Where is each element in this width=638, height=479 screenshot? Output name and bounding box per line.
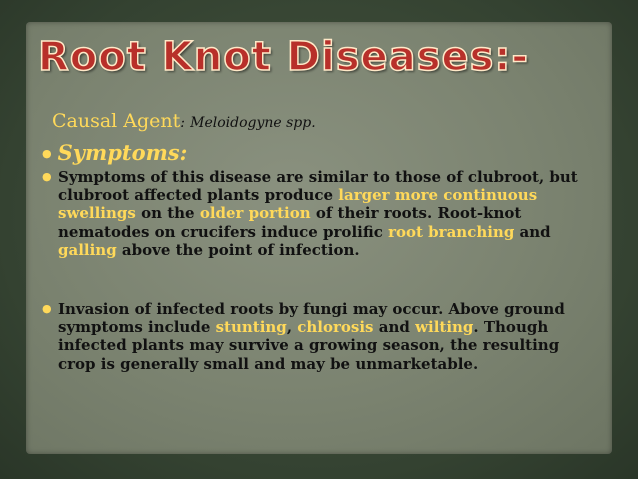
causal-agent-line — [52, 110, 316, 132]
bullet-icon: ● — [42, 170, 52, 183]
highlight-text: wilting — [415, 318, 474, 337]
text-run: and — [373, 318, 416, 337]
highlight-text: root branching — [388, 222, 515, 241]
text-run: , — [286, 318, 298, 337]
slide-title: Root Knot Diseases:- — [38, 34, 529, 80]
text-run: above the point of infection. — [116, 240, 360, 259]
text-run: Symptoms of this disease are similar to those of clubroot, but clubroot affected plants produce — [58, 168, 578, 205]
bullet-icon: ● — [42, 147, 52, 160]
bullet-icon: ● — [42, 302, 52, 315]
text-run: of their roots. Root-knot nematodes on crucifers induce prolific — [58, 204, 522, 241]
text-run: . Though infected plants may survive a growing season, the resulting crop is generally small and may be unmarketable. — [58, 318, 560, 373]
highlight-text: older portion — [199, 204, 311, 223]
paragraph-text — [58, 168, 592, 259]
causal-agent-label: Causal Agent — [52, 110, 181, 132]
text-run: Invasion of infected roots by fungi may occur. Above ground symptoms include — [58, 300, 565, 337]
causal-agent-value: Meloidogyne spp. — [190, 115, 316, 131]
highlight-text: chlorosis — [297, 318, 374, 337]
paragraph-text — [58, 300, 592, 373]
highlight-text: galling — [58, 240, 117, 259]
symptom-paragraph-2 — [42, 300, 592, 373]
symptom-paragraph-1 — [42, 168, 592, 259]
highlight-text: larger more continuous swellings — [58, 186, 538, 223]
text-run: on the — [135, 204, 200, 223]
symptoms-heading — [42, 140, 187, 165]
symptoms-heading-text: Symptoms: — [57, 140, 188, 165]
highlight-text: stunting — [215, 318, 287, 337]
causal-agent-separator: : — [180, 115, 186, 131]
text-run: and — [514, 222, 551, 241]
